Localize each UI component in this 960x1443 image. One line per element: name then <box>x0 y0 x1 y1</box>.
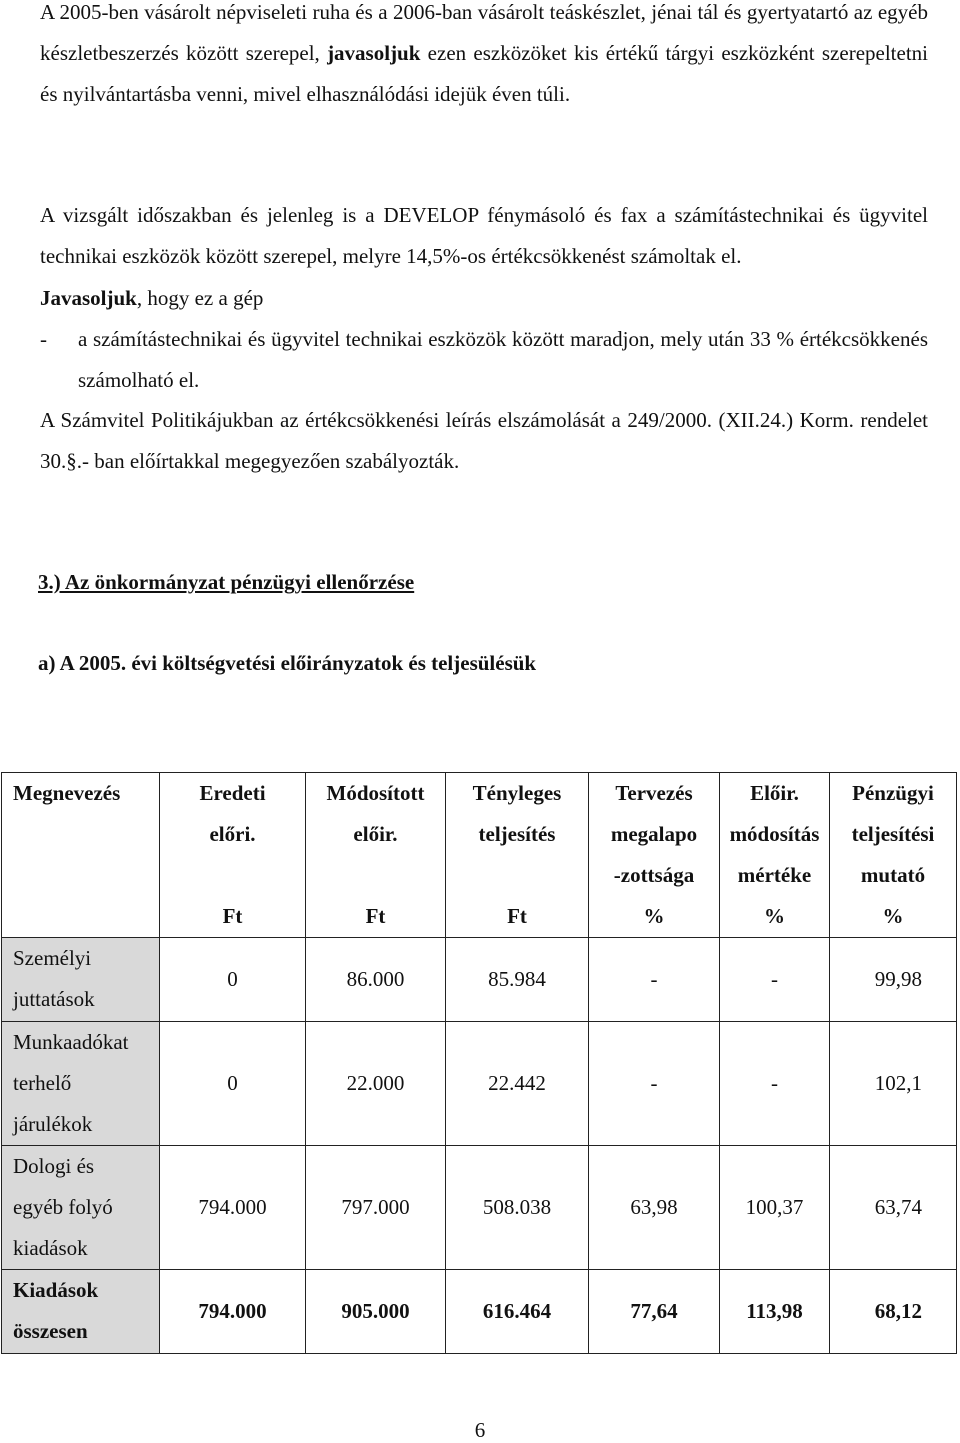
paragraph-4: A Számvitel Politikájukban az értékcsökkenési leírás elszámolását a 249/2000. (XII.24.) Korm. rendelet 30.§.- ban előírtakkal megegyezően szabályozták. <box>40 408 928 473</box>
paragraph-3-text: , hogy ez a gép <box>136 286 264 310</box>
budget-table <box>1 772 957 1354</box>
paragraph-1-bold: javasoljuk <box>327 41 421 65</box>
paragraph-1-text-b: ezen eszközöket kis értékű tárgyi eszközként szerepeltetni és nyilvántartásba venni, mivel elhasználódási idejük éven túli. <box>40 41 928 106</box>
table-cell: 0 <box>160 938 306 1022</box>
column-header <box>160 773 306 938</box>
column-header-line: megalapo <box>610 822 698 846</box>
column-header-line: Tervezés <box>615 781 693 805</box>
column-header-line: Előir. <box>750 781 799 805</box>
column-header-line: Tényleges <box>472 781 562 805</box>
column-header-line: Eredeti <box>199 781 266 805</box>
column-unit: Ft <box>222 904 243 928</box>
table-cell: 22.442 <box>446 1022 589 1146</box>
table-cell: 102,1 <box>830 1022 957 1146</box>
bullet-text: a számítástechnikai és ügyvitel technikai eszközök között maradjon, mely után 33 % értékcsökkenés számolható el. <box>78 327 928 392</box>
column-header-line: előri. <box>209 822 256 846</box>
table-cell: - <box>720 1022 830 1146</box>
paragraph-3-bold: Javasoljuk <box>40 286 137 310</box>
table-body <box>2 938 957 1354</box>
column-header <box>446 773 589 938</box>
table-cell: 797.000 <box>306 1146 446 1270</box>
table-cell: 0 <box>160 1022 306 1146</box>
table-cell: 68,12 <box>830 1270 957 1354</box>
table-row <box>2 1146 957 1270</box>
row-label-line: összesen <box>13 1319 88 1343</box>
column-header-line: mutató <box>860 863 926 887</box>
row-label-line: Kiadások <box>13 1278 99 1302</box>
row-label-line: Munkaadókat <box>13 1030 129 1054</box>
table-cell: - <box>589 1022 720 1146</box>
table-cell: 86.000 <box>306 938 446 1022</box>
bullet-item <box>40 319 928 401</box>
row-label-line: egyéb folyó <box>13 1195 113 1219</box>
paragraph-1-text-a: A 2005-ben vásárolt népviseleti ruha és a 2006-ban vásárolt teáskészlet, jénai tál és gyertyatartó az egyéb készletbeszerzés között szerepel, <box>40 0 928 65</box>
table-row <box>2 1022 957 1146</box>
column-header-line: Módosított <box>326 781 425 805</box>
row-label <box>2 938 160 1022</box>
table-cell: 508.038 <box>446 1146 589 1270</box>
row-label-line: terhelő <box>13 1071 72 1095</box>
row-label <box>2 1146 160 1270</box>
column-header-line: Pénzügyi <box>852 781 934 805</box>
table-cell: 113,98 <box>720 1270 830 1354</box>
column-header <box>589 773 720 938</box>
row-label-line: kiadások <box>13 1236 88 1260</box>
table-cell: - <box>589 938 720 1022</box>
column-header-line: -zottsága <box>613 863 695 887</box>
table-cell: 22.000 <box>306 1022 446 1146</box>
table-header-row <box>2 773 957 938</box>
section-heading: 3.) Az önkormányzat pénzügyi ellenőrzése <box>38 570 415 594</box>
column-header <box>306 773 446 938</box>
table-cell: 63,98 <box>589 1146 720 1270</box>
table-row <box>2 1270 957 1354</box>
column-unit: Ft <box>365 904 386 928</box>
table-cell: 794.000 <box>160 1146 306 1270</box>
row-label-line: járulékok <box>13 1112 93 1136</box>
column-header-line: előir. <box>353 822 398 846</box>
column-header-line: Megnevezés <box>13 781 121 805</box>
table-cell: 100,37 <box>720 1146 830 1270</box>
column-unit: % <box>764 904 785 928</box>
table-cell: 616.464 <box>446 1270 589 1354</box>
column-header-line: mértéke <box>737 863 812 887</box>
paragraph-3 <box>40 278 928 319</box>
table-cell: 77,64 <box>589 1270 720 1354</box>
column-unit: Ft <box>507 904 527 928</box>
row-label-line: Személyi <box>13 946 92 970</box>
column-header <box>720 773 830 938</box>
subsection-heading: a) A 2005. évi költségvetési előirányzatok és teljesülésük <box>38 651 537 675</box>
table-cell: 85.984 <box>446 938 589 1022</box>
table-cell: 99,98 <box>830 938 957 1022</box>
row-label-line: Dologi és <box>13 1154 95 1178</box>
column-unit: % <box>882 904 904 928</box>
column-header <box>830 773 957 938</box>
paragraph-2: A vizsgált időszakban és jelenleg is a DEVELOP fénymásoló és fax a számítástechnikai és ügyvitel technikai eszközök között szerepel, melyre 14,5%-os értékcsökkenést számoltak el. <box>40 203 928 268</box>
column-header <box>2 773 160 938</box>
table-cell: - <box>720 938 830 1022</box>
table-cell: 905.000 <box>306 1270 446 1354</box>
page-number: 6 <box>474 1418 486 1442</box>
column-unit: % <box>643 904 665 928</box>
paragraph-1 <box>40 0 928 115</box>
row-label <box>2 1270 160 1354</box>
table-cell: 794.000 <box>160 1270 306 1354</box>
column-header-line: teljesítés <box>478 822 556 846</box>
row-label <box>2 1022 160 1146</box>
table-row <box>2 938 957 1022</box>
table-cell: 63,74 <box>830 1146 957 1270</box>
row-label-line: juttatások <box>13 987 95 1011</box>
column-header-line: módosítás <box>729 822 820 846</box>
bullet-dash: - <box>40 327 47 351</box>
column-header-line: teljesítési <box>851 822 935 846</box>
